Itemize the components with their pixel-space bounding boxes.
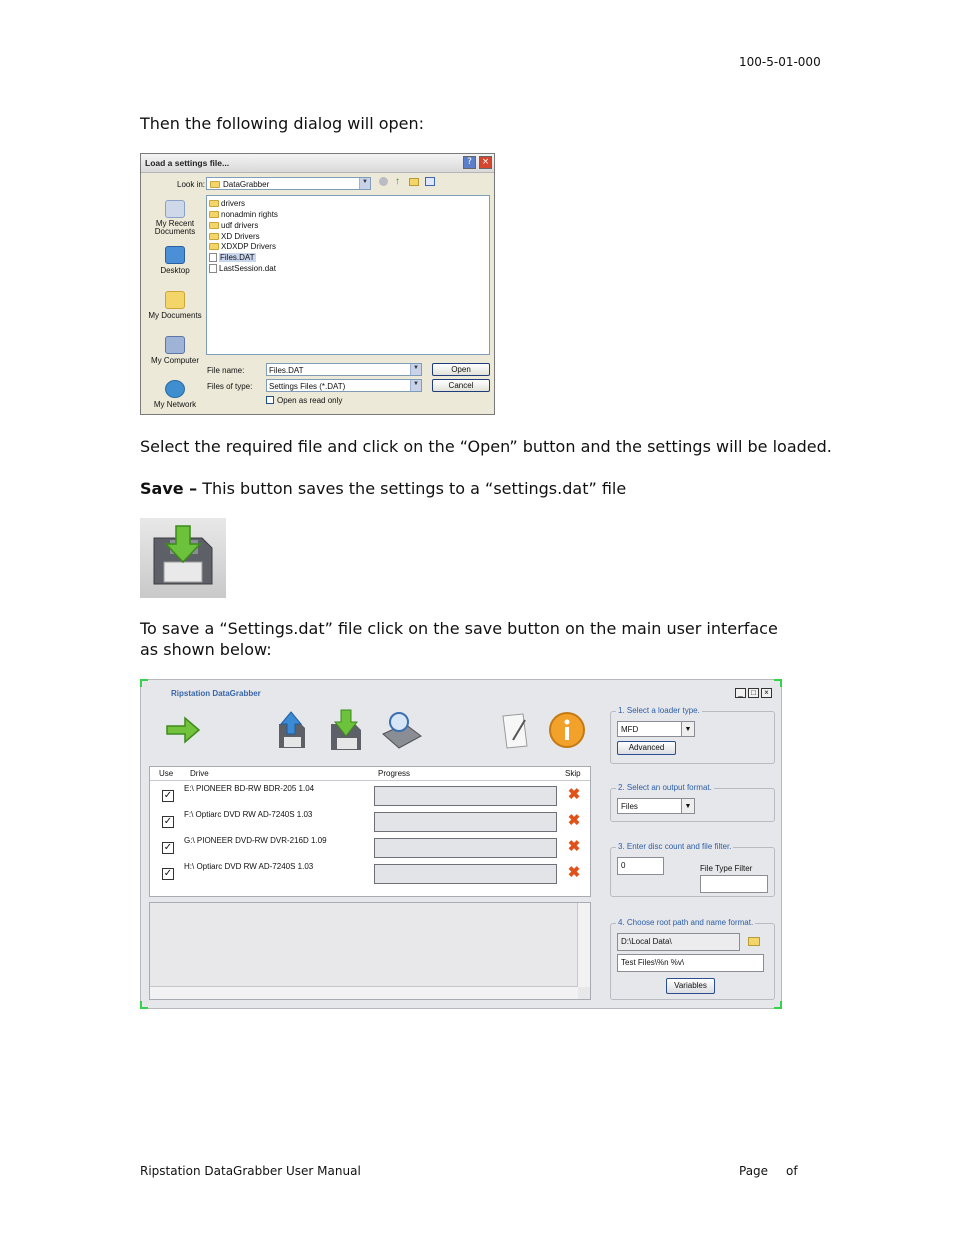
- app-title: Ripstation DataGrabber: [171, 689, 261, 698]
- save-icon-image: [140, 518, 226, 598]
- progress-bar: [374, 838, 557, 858]
- column-drive: Drive: [190, 769, 209, 778]
- save-settings-icon[interactable]: [323, 708, 367, 752]
- save-description: This button saves the settings to a “settings.dat” file: [197, 479, 627, 498]
- list-item-selected[interactable]: [209, 253, 256, 263]
- save-heading: Save –: [140, 479, 198, 498]
- places-bar: [146, 194, 204, 412]
- close-icon[interactable]: ×: [761, 688, 772, 698]
- place-my-documents[interactable]: [146, 291, 204, 320]
- file-label: nonadmin rights: [221, 210, 278, 219]
- new-folder-icon[interactable]: [409, 178, 419, 186]
- skip-x-icon[interactable]: ✖: [567, 786, 581, 803]
- place-label: My Recent Documents: [154, 219, 196, 236]
- start-arrow-icon[interactable]: [161, 708, 205, 752]
- my-computer-icon: [165, 336, 185, 354]
- network-globe-icon: [165, 380, 185, 398]
- column-use: Use: [159, 769, 174, 778]
- advanced-button[interactable]: Advanced: [617, 741, 676, 755]
- dialog-titlebar: [141, 154, 494, 173]
- file-type-select[interactable]: [266, 379, 422, 392]
- minimize-icon[interactable]: _: [735, 688, 746, 698]
- look-in-label: Look in:: [177, 180, 206, 189]
- look-in-combo[interactable]: [206, 177, 371, 190]
- name-format-value: Test Files\%n %v\: [621, 958, 685, 967]
- table-row: [150, 859, 590, 885]
- file-name-label: File name:: [207, 366, 245, 375]
- root-path-input[interactable]: [617, 933, 740, 951]
- place-label: My Documents: [148, 311, 202, 320]
- variables-button[interactable]: Variables: [666, 978, 715, 994]
- drive-label: G:\ PIONEER DVD-RW DVR-216D 1.09: [184, 836, 327, 845]
- use-checkbox[interactable]: ✓: [163, 790, 173, 801]
- corner-marker: [774, 679, 782, 687]
- disc-count-group: [610, 842, 775, 897]
- file-name-input[interactable]: [266, 363, 422, 376]
- skip-x-icon[interactable]: ✖: [567, 864, 581, 881]
- save-paragraph: [140, 478, 626, 499]
- look-in-value: DataGrabber: [223, 180, 270, 189]
- view-menu-icon[interactable]: [425, 177, 435, 186]
- use-checkbox[interactable]: ✓: [163, 816, 173, 827]
- root-path-group: [610, 918, 775, 1000]
- maximize-icon[interactable]: □: [748, 688, 759, 698]
- file-label: Files.DAT: [220, 253, 255, 262]
- folder-icon: [209, 200, 219, 207]
- list-item[interactable]: [209, 264, 276, 274]
- info-icon[interactable]: [545, 708, 589, 752]
- horizontal-scrollbar[interactable]: [150, 986, 578, 999]
- corner-marker: [774, 1001, 782, 1009]
- datagrabber-main-window: [140, 679, 782, 1009]
- table-row: [150, 781, 590, 807]
- list-item[interactable]: [209, 242, 276, 252]
- file-icon: [209, 264, 217, 273]
- table-row: [150, 807, 590, 833]
- file-list[interactable]: [206, 195, 490, 355]
- drive-table: [149, 766, 591, 897]
- doc-number: 100-5-01-000: [739, 55, 821, 69]
- file-type-label: Files of type:: [207, 382, 253, 391]
- disc-count-value: 0: [621, 861, 626, 870]
- my-documents-icon: [165, 291, 185, 309]
- desktop-icon: [165, 246, 185, 264]
- drive-label: H:\ Optiarc DVD RW AD-7240S 1.03: [184, 862, 314, 871]
- load-settings-icon[interactable]: [269, 708, 313, 752]
- drive-label: E:\ PIONEER BD-RW BDR-205 1.04: [184, 784, 315, 793]
- file-label: LastSession.dat: [219, 264, 276, 273]
- table-header: [150, 767, 590, 781]
- footer-page-label: Page: [739, 1164, 769, 1178]
- file-type-filter-input[interactable]: [700, 875, 768, 893]
- loader-label: 1. Select a loader type.: [618, 706, 700, 715]
- list-item[interactable]: [209, 199, 245, 209]
- drive-label: F:\ Optiarc DVD RW AD-7240S 1.03: [184, 810, 313, 819]
- place-my-recent-documents[interactable]: [146, 200, 204, 236]
- read-only-checkbox[interactable]: [266, 396, 274, 404]
- intro-paragraph: Then the following dialog will open:: [140, 114, 425, 133]
- file-type-filter-label: File Type Filter: [700, 864, 753, 873]
- place-my-network[interactable]: [146, 380, 204, 409]
- folder-icon: [209, 211, 219, 218]
- progress-bar: [374, 864, 557, 884]
- table-row: [150, 833, 590, 859]
- folder-icon: [210, 181, 220, 188]
- browse-folder-icon[interactable]: [748, 937, 760, 946]
- footer-manual-name: Ripstation DataGrabber User Manual: [140, 1164, 361, 1178]
- list-item[interactable]: [209, 221, 258, 231]
- up-folder-icon[interactable]: ↑: [395, 176, 400, 187]
- root-path-value: D:\Local Data\: [621, 937, 672, 946]
- progress-bar: [374, 786, 557, 806]
- loader-value: MFD: [621, 725, 639, 734]
- vertical-scrollbar[interactable]: [577, 903, 590, 987]
- instruction-paragraph: To save a “Settings.dat” file click on the save button on the main user interface as shown below:: [140, 619, 778, 659]
- output-label: 2. Select an output format.: [618, 783, 712, 792]
- chevron-down-icon[interactable]: ▼: [681, 722, 694, 736]
- file-label: udf drivers: [221, 221, 259, 230]
- output-format-select[interactable]: [617, 798, 695, 814]
- drive-refresh-icon[interactable]: [379, 708, 423, 752]
- back-icon[interactable]: [379, 177, 388, 186]
- loader-type-group: [610, 706, 775, 764]
- name-format-input[interactable]: [617, 954, 764, 972]
- read-only-label: Open as read only: [277, 396, 343, 405]
- output-value: Files: [621, 802, 638, 811]
- place-label: My Computer: [150, 356, 199, 365]
- root-label: 4. Choose root path and name format.: [618, 918, 754, 927]
- list-item[interactable]: [209, 210, 278, 220]
- place-label: My Network: [153, 400, 197, 409]
- output-format-group: [610, 783, 775, 822]
- progress-bar: [374, 812, 557, 832]
- file-label: XD Drivers: [221, 232, 260, 241]
- chevron-down-icon[interactable]: ▼: [410, 380, 421, 391]
- file-name-value: Files.DAT: [269, 366, 304, 375]
- disc-label: 3. Enter disc count and file filter.: [618, 842, 732, 851]
- folder-icon: [209, 222, 219, 229]
- chevron-down-icon[interactable]: ▼: [681, 799, 694, 813]
- log-output-area[interactable]: [149, 902, 591, 1000]
- disc-count-input[interactable]: [617, 857, 664, 875]
- place-desktop[interactable]: [146, 246, 204, 275]
- column-skip: Skip: [565, 769, 581, 778]
- place-label: Desktop: [160, 266, 190, 275]
- folder-icon: [209, 233, 219, 240]
- file-label: XDXDP Drivers: [221, 242, 276, 251]
- open-button[interactable]: Open: [432, 363, 490, 376]
- file-type-value: Settings Files (*.DAT): [269, 382, 346, 391]
- cancel-button[interactable]: Cancel: [432, 379, 490, 392]
- use-checkbox[interactable]: ✓: [163, 868, 173, 879]
- file-icon: [209, 253, 217, 262]
- corner-marker: [140, 1001, 148, 1009]
- folder-icon: [209, 243, 219, 250]
- save-icon: [140, 518, 226, 598]
- corner-marker: [140, 679, 148, 687]
- recent-documents-icon: [165, 200, 185, 218]
- select-paragraph: Select the required file and click on the “Open” button and the settings will be loaded.: [140, 437, 832, 456]
- chevron-down-icon[interactable]: ▼: [359, 178, 370, 189]
- close-icon[interactable]: ×: [479, 156, 492, 169]
- file-label: drivers: [221, 199, 246, 208]
- log-notepad-icon[interactable]: [493, 708, 537, 752]
- use-checkbox[interactable]: ✓: [163, 842, 173, 853]
- footer-of-label: of: [786, 1164, 798, 1178]
- list-item[interactable]: [209, 232, 260, 242]
- load-settings-dialog: [140, 153, 495, 415]
- column-progress: Progress: [378, 769, 411, 778]
- loader-type-select[interactable]: [617, 721, 695, 737]
- skip-x-icon[interactable]: ✖: [567, 838, 581, 855]
- dialog-title: Load a settings file...: [145, 158, 230, 168]
- skip-x-icon[interactable]: ✖: [567, 812, 581, 829]
- chevron-down-icon[interactable]: ▼: [410, 364, 421, 375]
- place-my-computer[interactable]: [146, 336, 204, 365]
- help-icon[interactable]: ?: [463, 156, 476, 169]
